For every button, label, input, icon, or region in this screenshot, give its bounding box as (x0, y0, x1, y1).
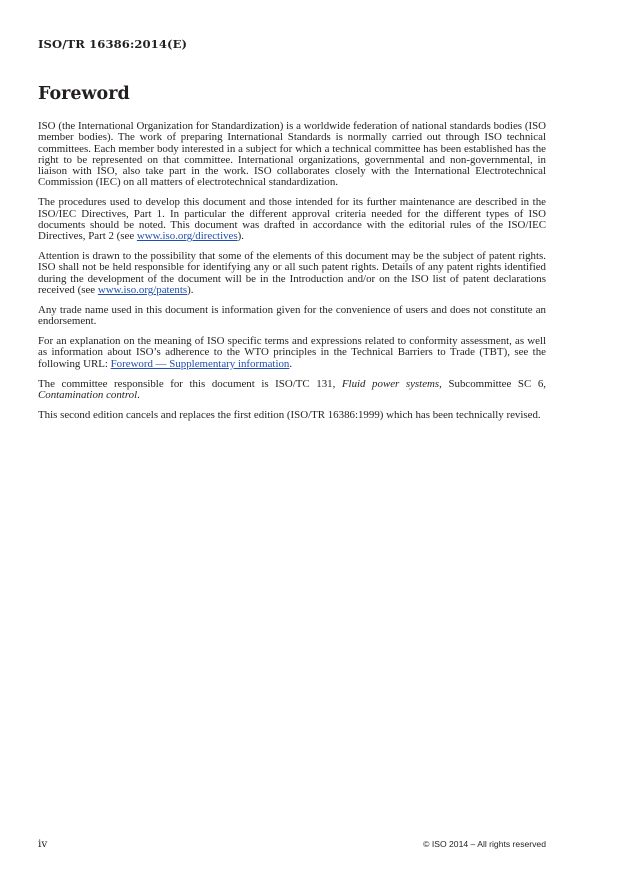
supplementary-info-link[interactable]: Foreword — Supplementary information (110, 357, 290, 370)
conformity-end: . (289, 357, 293, 370)
conformity-text: For an explanation on the meaning of ISO specific terms and expressions related to conformity assessment, as well as information about ISO’s adherence to the WTO principles in the Technical Barriers to Trade (TBT), see the following URL: (38, 335, 546, 370)
committee-text: The committee responsible for this document is ISO/TC 131, (38, 377, 342, 390)
paragraph-iso-intro: ISO (the International Organization for Standardization) is a worldwide federation of national standards bodies (ISO member bodies). The work of preparing International Standards is normally carried out through ISO technical committees. Each member body interested in a subject for which a technical committee has been established has the right to be represented on that committee. International organizations, governmental and non-governmental, in liaison with ISO, also take part in the work. ISO collaborates closely with the International Electrotechnical Commission (IEC) on all matters of electrotechnical standardization. (38, 120, 546, 189)
patents-end: ). (187, 284, 194, 297)
document-header-id: ISO/TR 16386:2014(E) (38, 37, 188, 51)
paragraph-committee (38, 379, 546, 402)
patents-link[interactable]: www.iso.org/patents (97, 284, 188, 297)
paragraph-procedures (38, 197, 546, 242)
foreword-body (38, 121, 546, 430)
directives-link[interactable]: www.iso.org/directives (136, 230, 238, 243)
committee-name: Fluid power systems (341, 377, 440, 390)
patents-text: Attention is drawn to the possibility that some of the elements of this document may be the subject of patent rights. ISO shall not be held responsible for identifying any or all such patent rights. Details of any patent rights identified during the development of the document will be in the Introduction and/or on the ISO list of patent declarations received (see (38, 250, 546, 297)
paragraph-edition: This second edition cancels and replaces the first edition (ISO/TR 16386:1999) which has been technically revised. (38, 408, 541, 421)
committee-end: . (137, 388, 140, 401)
procedures-end: ). (237, 230, 244, 243)
committee-mid: , Subcommittee SC 6, (439, 377, 546, 390)
subcommittee-name: Contamination control (38, 388, 138, 401)
page-title: Foreword (38, 84, 130, 104)
paragraph-patents (38, 251, 546, 296)
copyright-notice: © ISO 2014 – All rights reserved (423, 839, 546, 849)
procedures-text: The procedures used to develop this document and those intended for its further maintenance are described in the ISO/IEC Directives, Part 1. In particular the different approval criteria needed for the different types of ISO documents should be noted. This document was drafted in accordance with the editorial rules of the ISO/IEC Directives, Part 2 (see (38, 196, 546, 243)
paragraph-conformity (38, 336, 546, 370)
page-number: iv (38, 838, 48, 850)
paragraph-trade-name: Any trade name used in this document is information given for the convenience of users and does not constitute an endorsement. (38, 303, 546, 328)
